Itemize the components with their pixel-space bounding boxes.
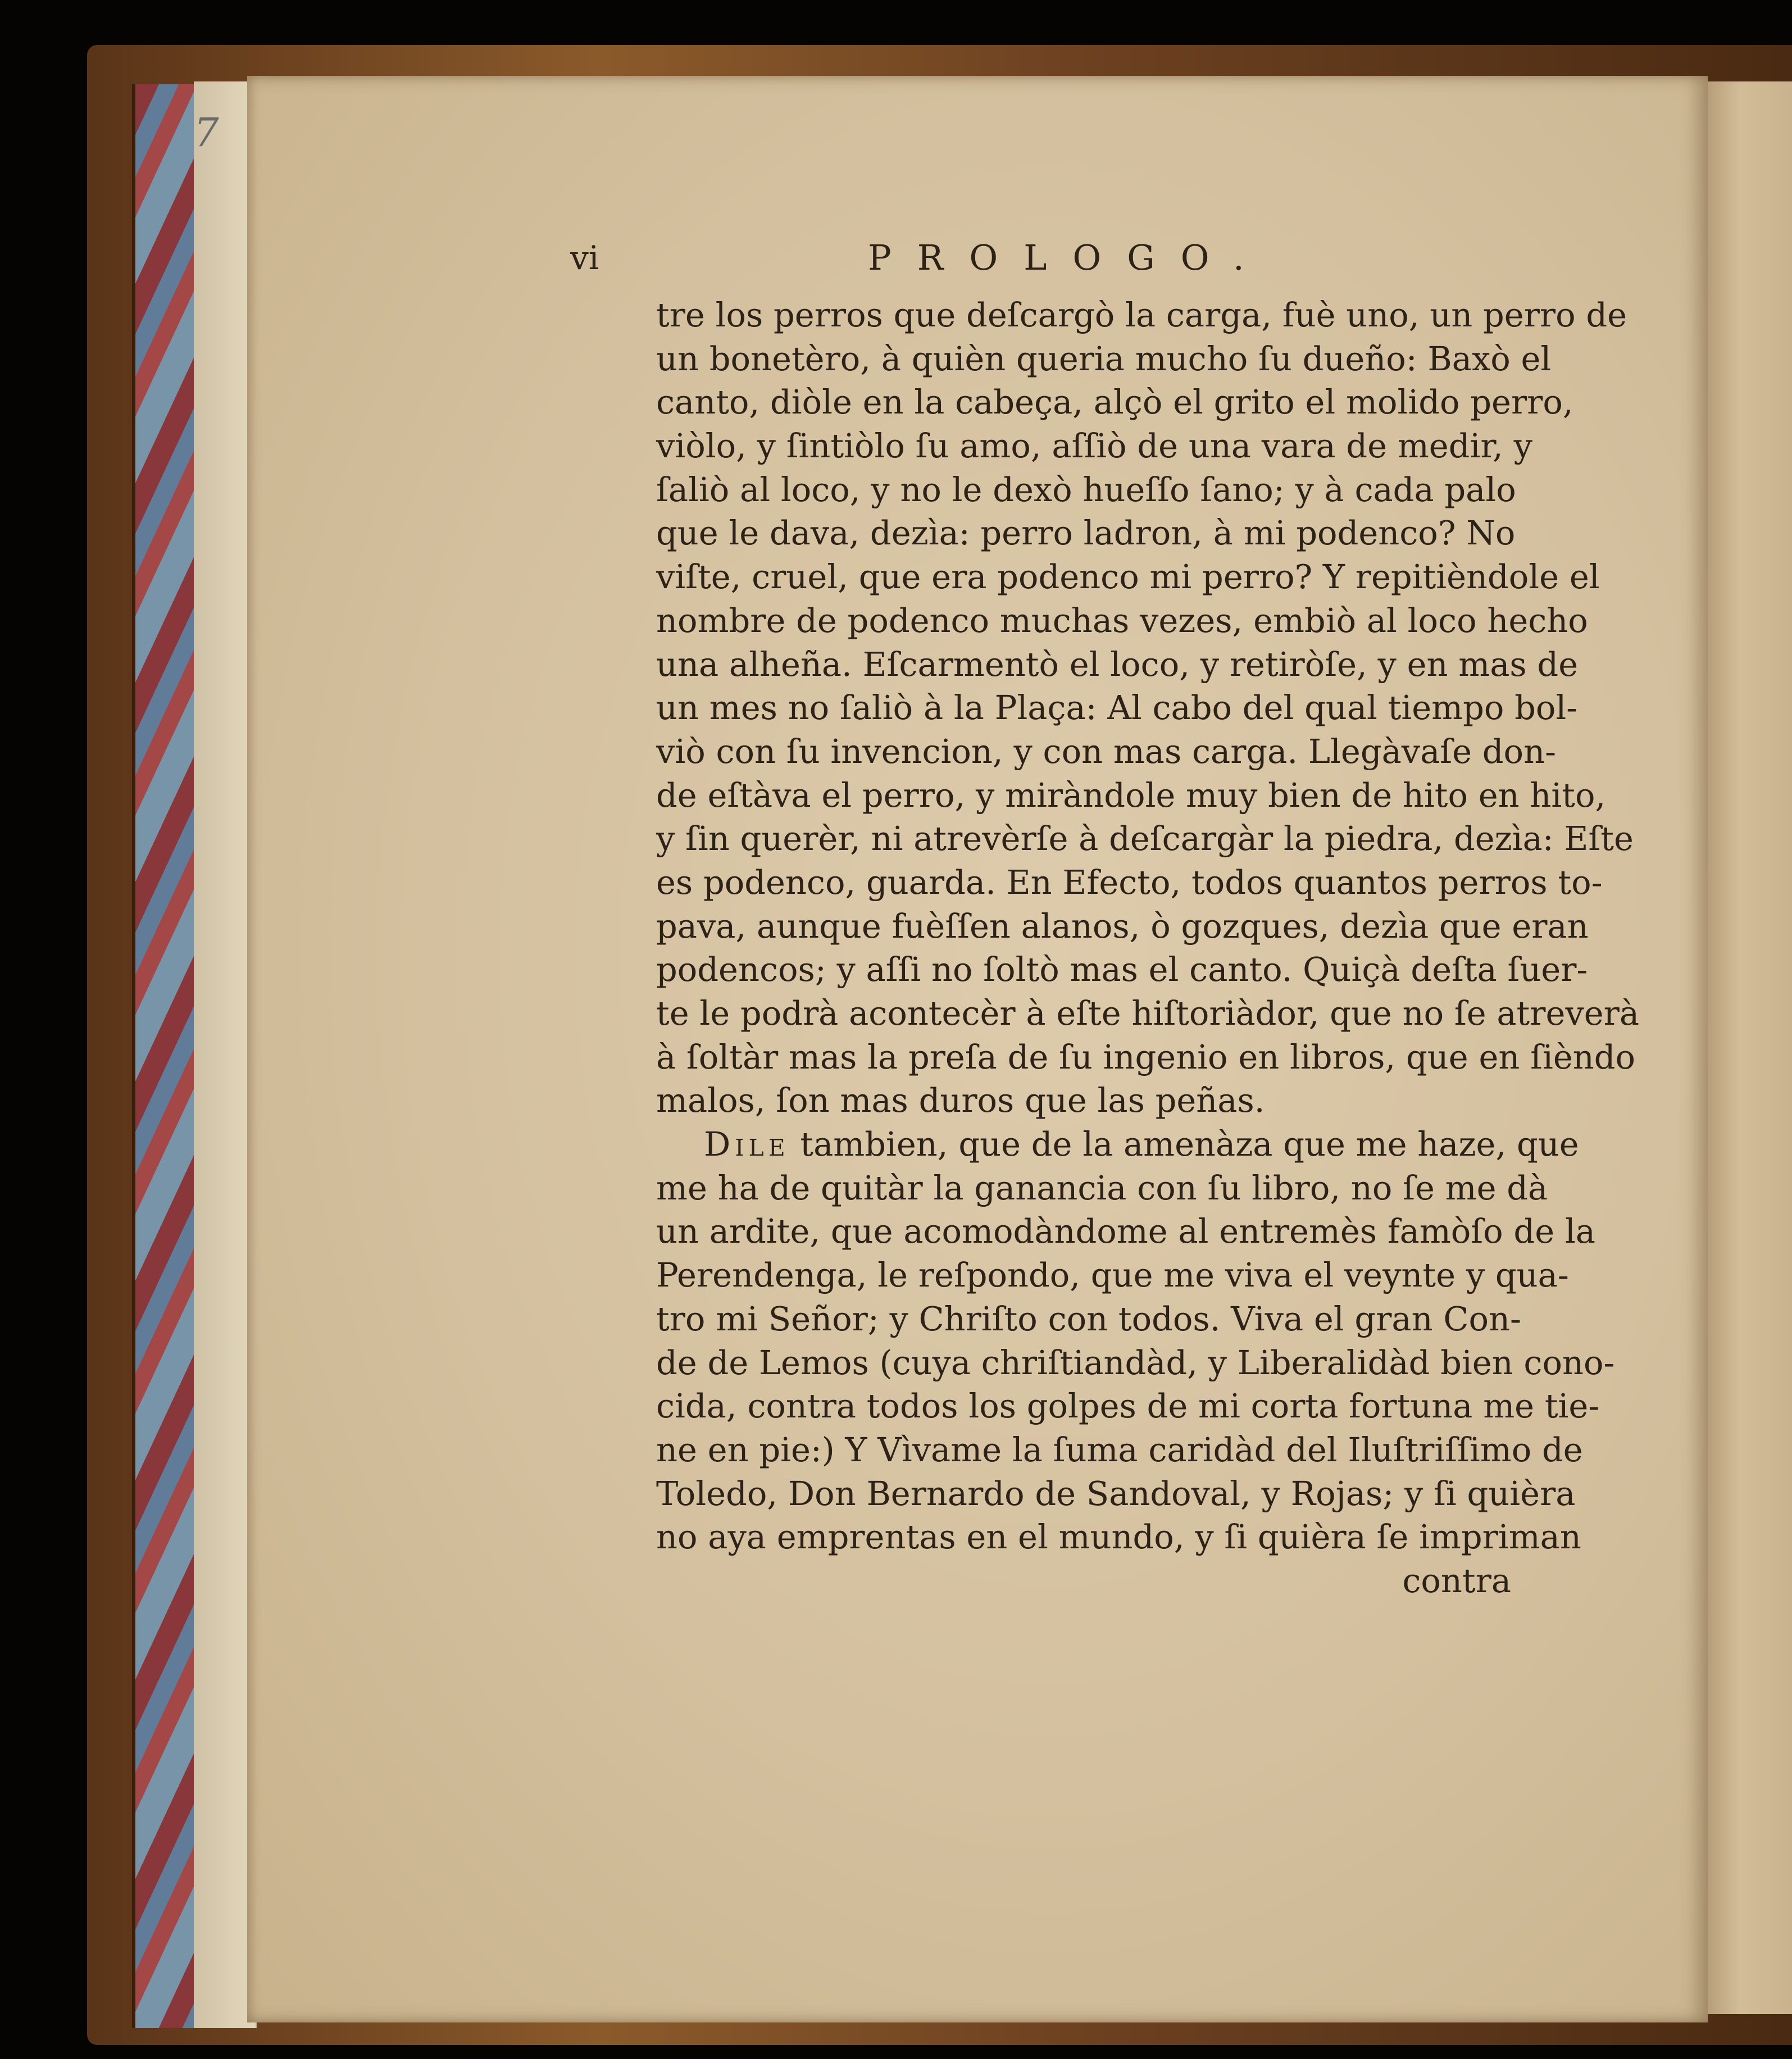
text-line: tro mi Señor; y Chriſto con todos. Viva el gran Con-: [656, 1299, 1521, 1338]
text-line: canto, diòle en la cabeça, alçò el grito el molido perro,: [656, 383, 1573, 422]
text-line: ne en pie:) Y Vìvame la ſuma caridàd del Iluſtriſſimo de: [656, 1430, 1583, 1469]
text-line: Perendenga, le reſpondo, que me viva el veynte y qua-: [656, 1256, 1569, 1295]
paragraph-start: [656, 1122, 1579, 1166]
text-line: un bonetèro, à quièn queria mucho ſu dueño: Baxò el: [656, 339, 1552, 378]
body-text: [656, 293, 1640, 1603]
text-line: te le podrà acontecèr à eſte hiſtoriàdor, que no ſe atreverà: [656, 994, 1640, 1033]
text-line: un mes no ſaliò à la Plaça: Al cabo del qual tiempo bol-: [656, 688, 1578, 728]
text-line: podencos; y aſſi no ſoltò mas el canto. Quiçà deſta ſuer-: [656, 950, 1588, 989]
text-line: es podenco, guarda. En Efecto, todos quantos perros to-: [656, 862, 1603, 902]
text-line: malos, ſon mas duros que las peñas.: [656, 1081, 1265, 1120]
text-line: viòlo, y ſintiòlo ſu amo, aſſiò de una vara de medir, y: [656, 426, 1532, 466]
text-line: pava, aunque fuèſſen alanos, ò gozques, dezìa que eran: [656, 906, 1589, 946]
text-line: à ſoltàr mas la preſa de ſu ingenio en libros, que en ſièndo: [656, 1037, 1636, 1076]
catchword: contra: [1402, 1561, 1511, 1600]
running-head: PROLOGO.: [868, 237, 1270, 278]
text-fragment: tambien, que de la amenàza que me haze, que: [800, 1125, 1579, 1164]
page-number: vi: [570, 239, 599, 277]
text-line: viò con ſu invencion, y con mas carga. Llegàvaſe don-: [656, 731, 1557, 771]
facing-page-edge: [1702, 81, 1792, 2014]
drop-word: Dile: [704, 1125, 790, 1164]
margin-note: 7: [194, 110, 219, 156]
text-line: de eſtàva el perro, y miràndole muy bien de hito en hito,: [656, 775, 1606, 815]
text-line: de de Lemos (cuya chriſtiandàd, y Liberalidàd bien cono-: [656, 1343, 1615, 1382]
text-line: que le dava, dezìa: perro ladron, à mi podenco? No: [656, 513, 1516, 553]
text-line: no aya emprentas en el mundo, y ſi quièra ſe impriman: [656, 1517, 1581, 1557]
text-line: una alheña. Eſcarmentò el loco, y retiròſe, y en mas de: [656, 644, 1579, 684]
text-line: viſte, cruel, que era podenco mi perro? Y repitièndole el: [656, 557, 1600, 597]
text-line: ſaliò al loco, y no le dexò hueſſo ſano; y à cada palo: [656, 470, 1516, 509]
text-line: nombre de podenco muchas vezes, embiò al loco hecho: [656, 601, 1588, 640]
text-line: y ſin querèr, ni atrevèrſe à deſcargàr la piedra, dezìa: Eſte: [656, 819, 1634, 858]
text-line: cida, contra todos los golpes de mi corta fortuna me tie-: [656, 1387, 1600, 1426]
text-line: me ha de quitàr la ganancia con ſu libro, no ſe me dà: [656, 1168, 1548, 1207]
text-line: Toledo, Don Bernardo de Sandoval, y Rojas; y ſi quièra: [656, 1474, 1576, 1513]
text-line: tre los perros que deſcargò la carga, fuè uno, un perro de: [656, 296, 1627, 334]
text-line: un ardite, que acomodàndome al entremès famòſo de la: [656, 1212, 1595, 1251]
